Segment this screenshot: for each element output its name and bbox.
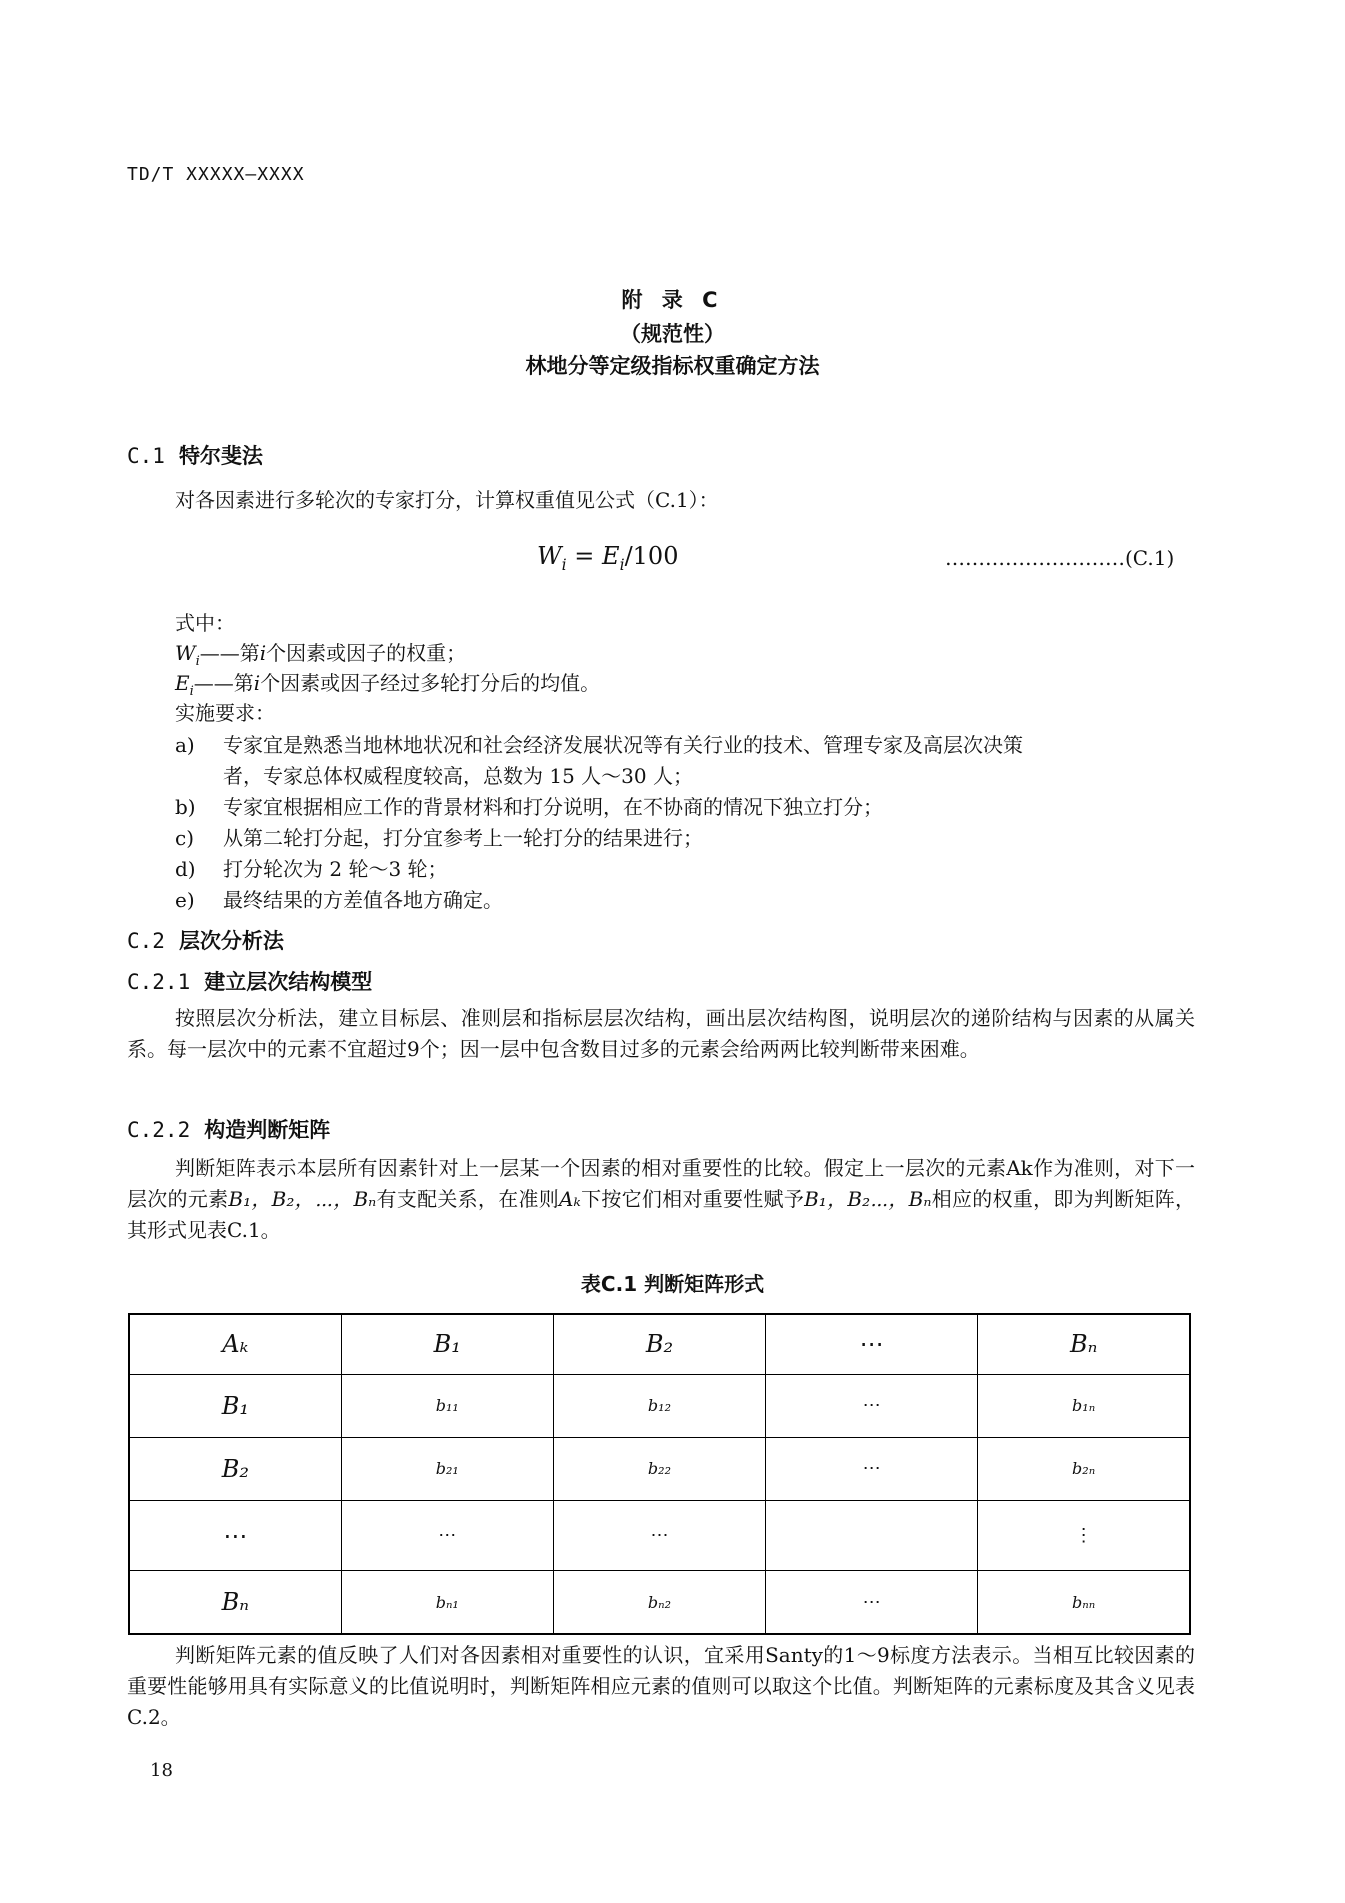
table-cell (766, 1501, 978, 1571)
page-number: 18 (150, 1760, 173, 1781)
table-cell: ⋮ (978, 1501, 1190, 1571)
row-header-cell: B₂ (129, 1437, 341, 1500)
row-header-cell: ⋯ (129, 1501, 341, 1571)
c21-paragraph: 按照层次分析法，建立目标层、准则层和指标层层次结构，画出层次结构图，说明层次的递阶结构与因素的从属关系。每一层次中的元素不宜超过9个；因一层中包含数目过多的元素会给两两比较判断带来困难。 (127, 1006, 1195, 1061)
section-c2-heading: C.2 层次分析法 (127, 929, 284, 953)
table-cell: ⋯ (766, 1374, 978, 1437)
section-c21-heading: C.2.1 建立层次结构模型 (127, 970, 373, 994)
requirement-a-cont: 者，专家总体权威程度较高，总数为 15 人～30 人； (223, 764, 693, 788)
table-cell: ⋯ (766, 1571, 978, 1634)
table-cell: ⋯ (553, 1501, 765, 1571)
table-cell: ⋯ (341, 1501, 553, 1571)
table-caption: 表C.1 判断矩阵形式 (580, 1272, 765, 1296)
table-row (129, 1374, 1190, 1437)
table-header-cell: ⋯ (766, 1314, 978, 1374)
section-c22-heading: C.2.2 构造判断矩阵 (127, 1118, 331, 1142)
requirements-title: 实施要求： (175, 701, 275, 725)
document-code: TD/T XXXXX—XXXX (127, 164, 305, 185)
requirement-a: a) 专家宜是熟悉当地林地状况和社会经济发展状况等有关行业的技术、管理专家及高层次决策 (175, 733, 1023, 757)
table-cell: bₙ₂ (553, 1571, 765, 1634)
section-title: 特尔斐法 (178, 444, 263, 468)
table-cell: bₙₙ (978, 1571, 1190, 1634)
table-row (129, 1437, 1190, 1500)
formula-c1: $W_i = E_i/100$ (537, 542, 679, 574)
appendix-name: 林地分等定级指标权重确定方法 (525, 354, 820, 378)
table-header-row (129, 1314, 1190, 1374)
appendix-nature: （规范性） (620, 322, 725, 346)
row-header-cell: Bₙ (129, 1571, 341, 1634)
c22-paragraph: 判断矩阵表示本层所有因素针对上一层某一个因素的相对重要性的比较。假定上一层次的元素Ak作为准则，对下一层次的元素B₁，B₂，⋯，Bₙ有支配关系，在准则Aₖ下按它们相对重要性赋予B₁，B₂⋯，Bₙ相应的权重，即为判断矩阵，其形式见表C.1。 (127, 1156, 1196, 1242)
table-header-cell: B₂ (553, 1314, 765, 1374)
requirement-b: b) 专家宜根据相应工作的背景材料和打分说明，在不协商的情况下独立打分； (175, 795, 883, 819)
table-cell: b₂ₙ (978, 1437, 1190, 1500)
row-header-cell: B₁ (129, 1374, 341, 1437)
table-header-cell: B₁ (341, 1314, 553, 1374)
formula-number: ………………………(C.1) (945, 546, 1175, 570)
table-cell: b₁₁ (341, 1374, 553, 1437)
c1-intro: 对各因素进行多轮次的专家打分，计算权重值见公式（C.1）： (175, 488, 719, 512)
requirement-c: c) 从第二轮打分起，打分宜参考上一轮打分的结果进行； (175, 826, 703, 850)
definition-w: $W_i——$第i个因素或因子的权重； (175, 641, 467, 669)
table-row (129, 1501, 1190, 1571)
requirement-e: e) 最终结果的方差值各地方确定。 (175, 888, 503, 912)
table-cell: b₁ₙ (978, 1374, 1190, 1437)
requirement-d: d) 打分轮次为 2 轮～3 轮； (175, 857, 448, 881)
section-c1-heading (127, 440, 263, 470)
appendix-title: 附 录 C (621, 288, 724, 312)
section-number: C.1 (127, 444, 165, 468)
where-label: 式中： (175, 611, 235, 635)
table-cell: b₁₂ (553, 1374, 765, 1437)
table-row (129, 1571, 1190, 1634)
judgment-matrix-table (128, 1313, 1191, 1635)
definition-e: $E_i——$第i个因素或因子经过多轮打分后的均值。 (175, 671, 601, 699)
table-cell: ⋯ (766, 1437, 978, 1500)
table-header-cell: Aₖ (129, 1314, 341, 1374)
table-cell: bₙ₁ (341, 1571, 553, 1634)
after-table-paragraph: 判断矩阵元素的值反映了人们对各因素相对重要性的认识，宜采用Santy的1～9标度方法表示。当相互比较因素的重要性能够用具有实际意义的比值说明时，判断矩阵相应元素的值则可以取这个比值。判断矩阵的元素标度及其含义见表C.2。 (127, 1643, 1195, 1729)
table-header-cell: Bₙ (978, 1314, 1190, 1374)
table-cell: b₂₂ (553, 1437, 765, 1500)
table-cell: b₂₁ (341, 1437, 553, 1500)
